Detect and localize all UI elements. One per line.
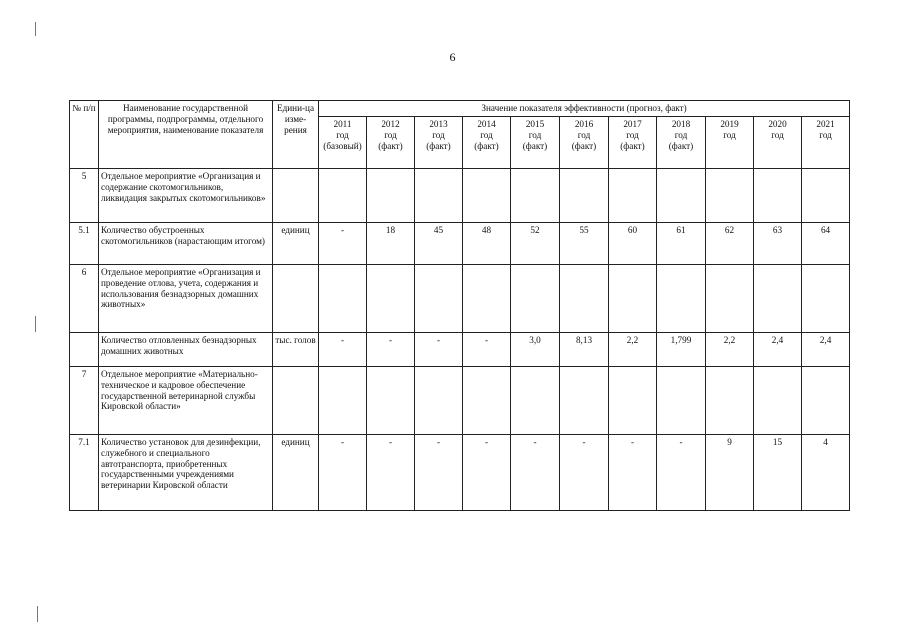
header-year-kind: год <box>819 129 832 140</box>
table-row <box>70 332 850 366</box>
row-value-2019: 2,2 <box>706 332 754 366</box>
indicators-table <box>69 100 850 511</box>
row-value-2014: - <box>463 434 511 510</box>
row-number: 7 <box>70 366 99 434</box>
table-row <box>70 434 850 510</box>
row-value-2011 <box>319 264 367 332</box>
header-year-kind: год <box>336 129 349 140</box>
row-value-2016 <box>560 264 609 332</box>
header-year-note: (факт) <box>571 140 597 151</box>
row-unit: единиц <box>273 222 319 264</box>
row-value-2017 <box>609 264 657 332</box>
scan-mark <box>35 22 36 36</box>
row-value-2011 <box>319 168 367 222</box>
row-value-2017 <box>609 168 657 222</box>
table-row <box>70 222 850 264</box>
row-value-2015: 52 <box>511 222 560 264</box>
row-unit: единиц <box>273 434 319 510</box>
row-value-2019 <box>706 264 754 332</box>
row-value-2014 <box>463 264 511 332</box>
row-indicator-name: Отдельное мероприятие «Материально-техническое и кадровое обеспечение государственной ветеринарной службы Кировской области» <box>99 366 273 434</box>
header-year-note: (факт) <box>378 140 403 151</box>
header-year-2011 <box>319 116 367 168</box>
row-value-2018 <box>657 264 706 332</box>
row-value-2013: 45 <box>415 222 463 264</box>
row-value-2012 <box>367 168 415 222</box>
header-year-2015 <box>511 116 560 168</box>
row-value-2015 <box>511 168 560 222</box>
row-value-2018 <box>657 168 706 222</box>
row-unit <box>273 366 319 434</box>
header-year-kind: год <box>528 129 542 140</box>
row-value-2016 <box>560 366 609 434</box>
row-value-2020 <box>754 366 802 434</box>
row-value-2021: 2,4 <box>802 332 850 366</box>
header-year-year: 2011 <box>333 118 352 129</box>
header-year-kind: год <box>432 129 445 140</box>
header-year-2021 <box>802 116 850 168</box>
row-value-2014: - <box>463 332 511 366</box>
header-year-year: 2017 <box>623 118 642 129</box>
header-values-group: Значение показателя эффективности (прогноз, факт) <box>319 101 850 117</box>
row-unit <box>273 168 319 222</box>
header-year-year: 2012 <box>381 118 400 129</box>
row-number: 5 <box>70 168 99 222</box>
header-year-2016 <box>560 116 609 168</box>
row-value-2012 <box>367 264 415 332</box>
row-value-2011: - <box>319 434 367 510</box>
header-year-kind: год <box>577 129 591 140</box>
header-year-note: (факт) <box>426 140 451 151</box>
header-year-kind: год <box>674 129 688 140</box>
header-col-name: Наименование государственной программы, подпрограммы, отдельного мероприятия, наименование показателя <box>99 101 273 169</box>
row-value-2015 <box>511 366 560 434</box>
header-year-2017 <box>609 116 657 168</box>
row-value-2016: - <box>560 434 609 510</box>
table-row <box>70 264 850 332</box>
row-value-2012 <box>367 366 415 434</box>
row-value-2019 <box>706 366 754 434</box>
row-value-2013 <box>415 264 463 332</box>
header-year-year: 2019 <box>720 118 739 129</box>
row-indicator-name: Отдельное мероприятие «Организация и проведение отлова, учета, содержания и использования безнадзорных домашних животных» <box>99 264 273 332</box>
header-row-top <box>70 101 850 117</box>
row-number <box>70 332 99 366</box>
row-value-2021 <box>802 168 850 222</box>
header-year-kind: год <box>771 129 784 140</box>
row-value-2019: 62 <box>706 222 754 264</box>
row-value-2015: - <box>511 434 560 510</box>
row-value-2020 <box>754 264 802 332</box>
header-year-2018 <box>657 116 706 168</box>
row-value-2020 <box>754 168 802 222</box>
row-number: 5.1 <box>70 222 99 264</box>
row-value-2012: - <box>367 332 415 366</box>
row-value-2017: - <box>609 434 657 510</box>
header-year-2012 <box>367 116 415 168</box>
row-value-2017: 2,2 <box>609 332 657 366</box>
header-year-2013 <box>415 116 463 168</box>
row-value-2021: 4 <box>802 434 850 510</box>
row-value-2013 <box>415 168 463 222</box>
header-year-kind: год <box>480 129 493 140</box>
header-year-note: (базовый) <box>323 140 362 151</box>
header-year-2019 <box>706 116 754 168</box>
row-indicator-name: Отдельное мероприятие «Организация и содержание скотомогильников, ликвидация закрытых скотомогильников» <box>99 168 273 222</box>
row-value-2018: 61 <box>657 222 706 264</box>
scan-mark <box>37 606 38 622</box>
row-value-2021 <box>802 264 850 332</box>
row-value-2012: - <box>367 434 415 510</box>
header-year-year: 2014 <box>477 118 496 129</box>
row-value-2014: 48 <box>463 222 511 264</box>
table-body <box>70 168 850 510</box>
row-value-2020: 2,4 <box>754 332 802 366</box>
row-unit <box>273 264 319 332</box>
header-year-2014 <box>463 116 511 168</box>
scan-mark <box>35 316 36 332</box>
row-value-2014 <box>463 366 511 434</box>
row-value-2012: 18 <box>367 222 415 264</box>
table-row <box>70 366 850 434</box>
header-year-year: 2013 <box>429 118 448 129</box>
row-value-2020: 63 <box>754 222 802 264</box>
row-value-2016: 8,13 <box>560 332 609 366</box>
header-year-note: (факт) <box>620 140 645 151</box>
row-number: 7.1 <box>70 434 99 510</box>
row-number: 6 <box>70 264 99 332</box>
header-year-note: (факт) <box>474 140 499 151</box>
header-year-kind: год <box>723 129 736 140</box>
row-indicator-name: Количество установок для дезинфекции, служебного и специального автотранспорта, приобретенных государственными учреждениями ветеринарии Кировской области <box>99 434 273 510</box>
row-value-2015: 3,0 <box>511 332 560 366</box>
page-number: 6 <box>449 50 456 64</box>
header-year-kind: год <box>384 129 397 140</box>
row-value-2013 <box>415 366 463 434</box>
header-year-2020 <box>754 116 802 168</box>
row-value-2014 <box>463 168 511 222</box>
row-value-2017: 60 <box>609 222 657 264</box>
header-col-no: № п/п <box>70 101 99 169</box>
header-year-year: 2020 <box>768 118 787 129</box>
row-value-2019 <box>706 168 754 222</box>
row-value-2018 <box>657 366 706 434</box>
row-value-2017 <box>609 366 657 434</box>
header-year-note: (факт) <box>668 140 694 151</box>
row-value-2021 <box>802 366 850 434</box>
row-value-2011 <box>319 366 367 434</box>
row-value-2018: 1,799 <box>657 332 706 366</box>
row-value-2013: - <box>415 332 463 366</box>
header-year-year: 2015 <box>525 118 545 129</box>
row-value-2018: - <box>657 434 706 510</box>
header-year-kind: год <box>626 129 639 140</box>
row-indicator-name: Количество отловленных безнадзорных домашних животных <box>99 332 273 366</box>
header-year-year: 2018 <box>671 118 691 129</box>
header-year-note: (факт) <box>522 140 548 151</box>
header-year-year: 2021 <box>816 118 835 129</box>
row-value-2021: 64 <box>802 222 850 264</box>
row-indicator-name: Количество обустроенных скотомогильников (нарастающим итогом) <box>99 222 273 264</box>
row-value-2011: - <box>319 332 367 366</box>
row-value-2020: 15 <box>754 434 802 510</box>
row-value-2011: - <box>319 222 367 264</box>
row-value-2015 <box>511 264 560 332</box>
row-value-2013: - <box>415 434 463 510</box>
row-value-2016: 55 <box>560 222 609 264</box>
row-unit: тыс. голов <box>273 332 319 366</box>
header-year-year: 2016 <box>574 118 594 129</box>
row-value-2016 <box>560 168 609 222</box>
table-row <box>70 168 850 222</box>
header-col-unit: Едини-ца изме-рения <box>273 101 319 169</box>
row-value-2019: 9 <box>706 434 754 510</box>
